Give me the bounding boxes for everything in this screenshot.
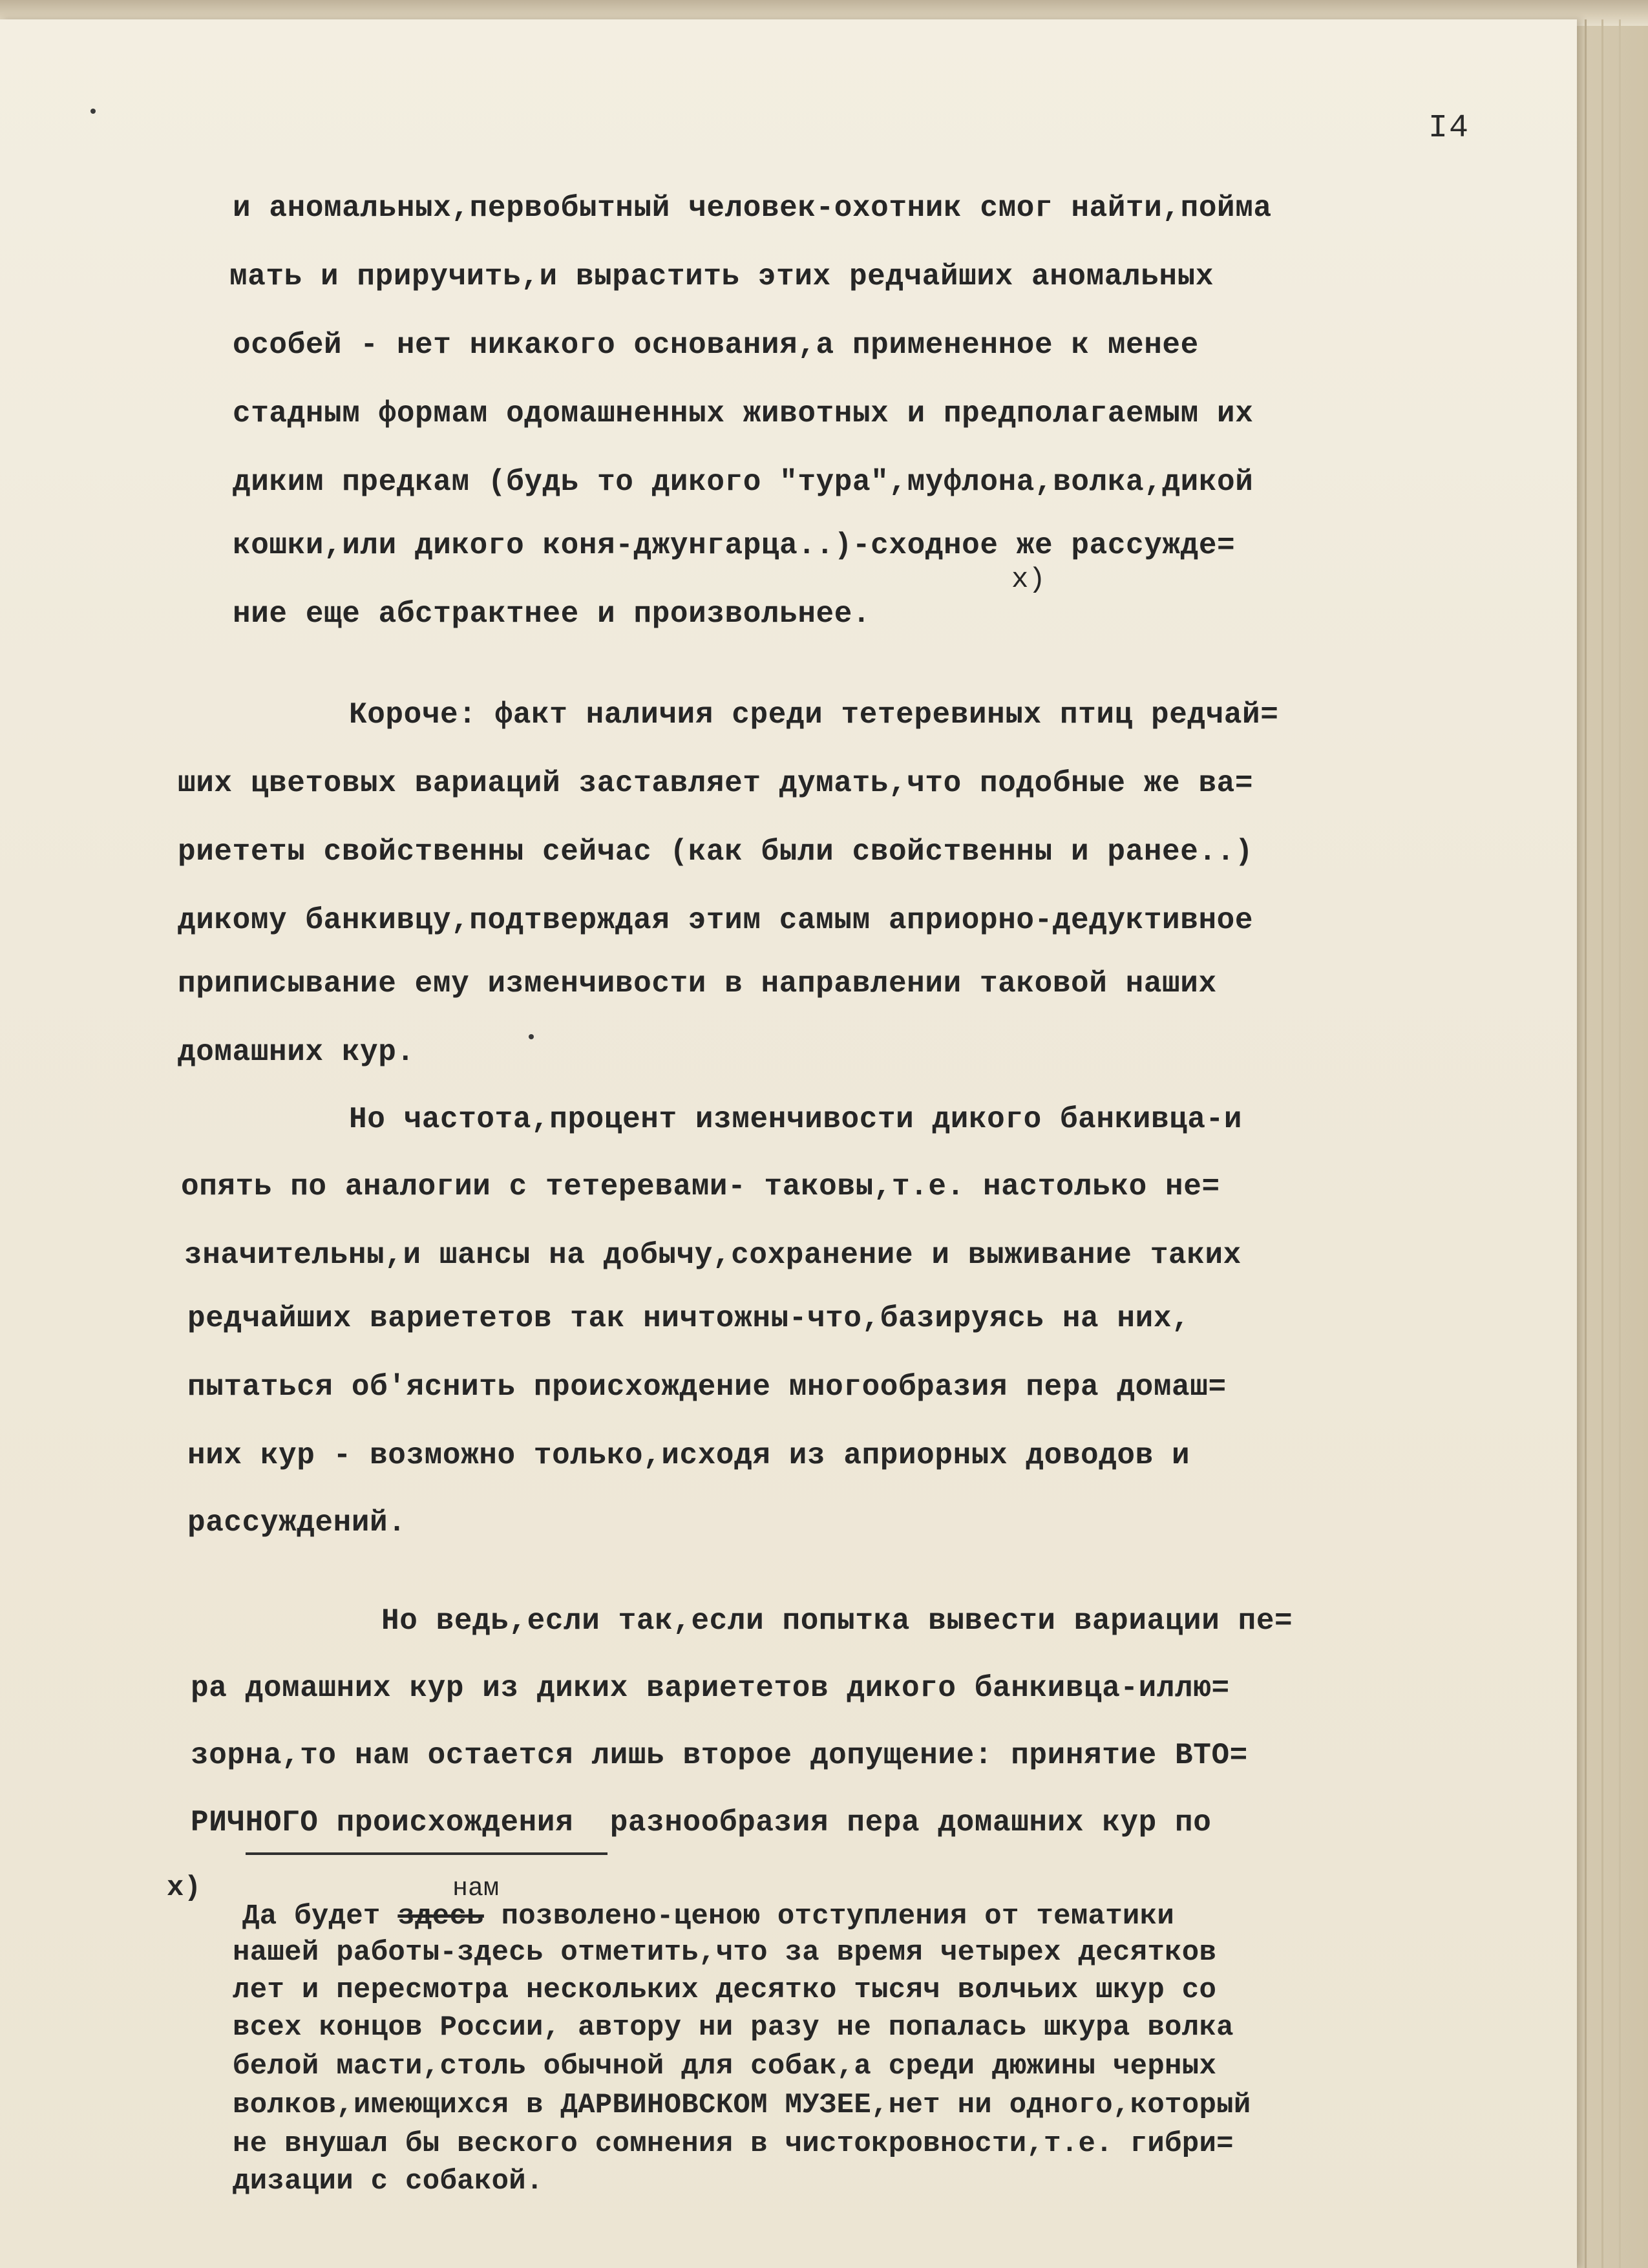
body-line: мать и приручить,и вырастить этих редчайших аномальных: [229, 260, 1214, 293]
footnote-text: позволено-ценою отступления от тематики: [483, 1900, 1175, 1933]
body-line: пытаться об'яснить происхождение многообразия пера домаш=: [187, 1370, 1227, 1404]
body-line: Короче: факт наличия среди тетеревиных птиц редчай=: [349, 698, 1279, 732]
body-line: ра домашних кур из диких вариететов дикого банкивца-иллю=: [191, 1671, 1230, 1705]
underlying-sheet-edge: [1601, 19, 1603, 2268]
struck-word: здесь: [397, 1900, 484, 1933]
body-line: Но частота,процент изменчивости дикого банкивца-и: [349, 1103, 1243, 1136]
body-line: рассуждений.: [187, 1506, 407, 1540]
footnote-insertion: нам: [452, 1874, 500, 1903]
footnote-line: дизации с собакой.: [233, 2165, 544, 2198]
body-line: них кур - возможно только,исходя из априорных доводов и: [187, 1439, 1190, 1472]
footnote-line: лет и пересмотра нескольких десятко тысяч волчьих шкур со: [233, 1974, 1217, 2006]
body-line: опять по аналогии с тетеревами- таковы,т.е. настолько не=: [181, 1170, 1220, 1203]
body-line: ших цветовых вариаций заставляет думать,что подобные же ва=: [178, 767, 1254, 800]
footnote-marker: x): [167, 1872, 202, 1904]
footnote-line: [242, 1900, 1174, 1933]
body-line: Но ведь,если так,если попытка вывести вариации пе=: [381, 1604, 1293, 1638]
footnote-reference-marker: x): [1011, 564, 1046, 596]
body-line: кошки,или дикого коня-джунгарца..)-сходное же рассужде=: [233, 529, 1236, 562]
footnote-separator: [246, 1852, 607, 1855]
footnote-line: белой масти,столь обычной для собак,а среди дюжины черных: [233, 2050, 1217, 2083]
body-line: редчайших вариететов так ничтожны-что,базируясь на них,: [187, 1302, 1190, 1335]
page-number: I4: [1428, 110, 1470, 147]
footnote-line: нашей работы-здесь отметить,что за время четырех десятков: [233, 1936, 1217, 1969]
footnote-line: волков,имеющихся в ДАРВИНОВСКОМ МУЗЕЕ,нет ни одного,который: [233, 2089, 1251, 2121]
body-line: диким предкам (будь то дикого "тура",муфлона,волка,дикой: [233, 465, 1254, 499]
body-line: значительны,и шансы на добычу,сохранение и выживание таких: [184, 1238, 1241, 1272]
body-line: риететы свойственны сейчас (как были свойственны и ранее..): [178, 835, 1254, 869]
body-line: и аномальных,первобытный человек-охотник смог найти,пойма: [233, 191, 1272, 225]
footnote-line: всех концов России, автору ни разу не попалась шкура волка: [233, 2011, 1234, 2044]
underlying-sheet-edge: [1619, 19, 1621, 2268]
body-line: стадным формам одомашненных животных и предполагаемым их: [233, 397, 1254, 430]
body-line: зорна,то нам остается лишь второе допущение: принятие ВТО=: [191, 1739, 1248, 1772]
footnote-text: Да будет: [242, 1900, 398, 1933]
body-line: дикому банкивцу,подтверждая этим самым априорно-дедуктивное: [178, 904, 1254, 937]
body-line: домашних кур.: [178, 1035, 415, 1069]
ink-speck: [529, 1034, 534, 1039]
body-line: приписывание ему изменчивости в направлении таковой наших: [178, 967, 1217, 1001]
ink-speck: [90, 109, 96, 114]
underlying-sheet-edge: [1585, 19, 1587, 2268]
footnote-line: не внушал бы веского сомнения в чистокровности,т.е. гибри=: [233, 2128, 1234, 2160]
body-line: РИЧНОГО происхождения разнообразия пера домашних кур по: [191, 1806, 1212, 1839]
body-line: особей - нет никакого основания,а примененное к менее: [233, 328, 1199, 362]
body-line: ние еще абстрактнее и произвольнее.: [233, 597, 871, 631]
